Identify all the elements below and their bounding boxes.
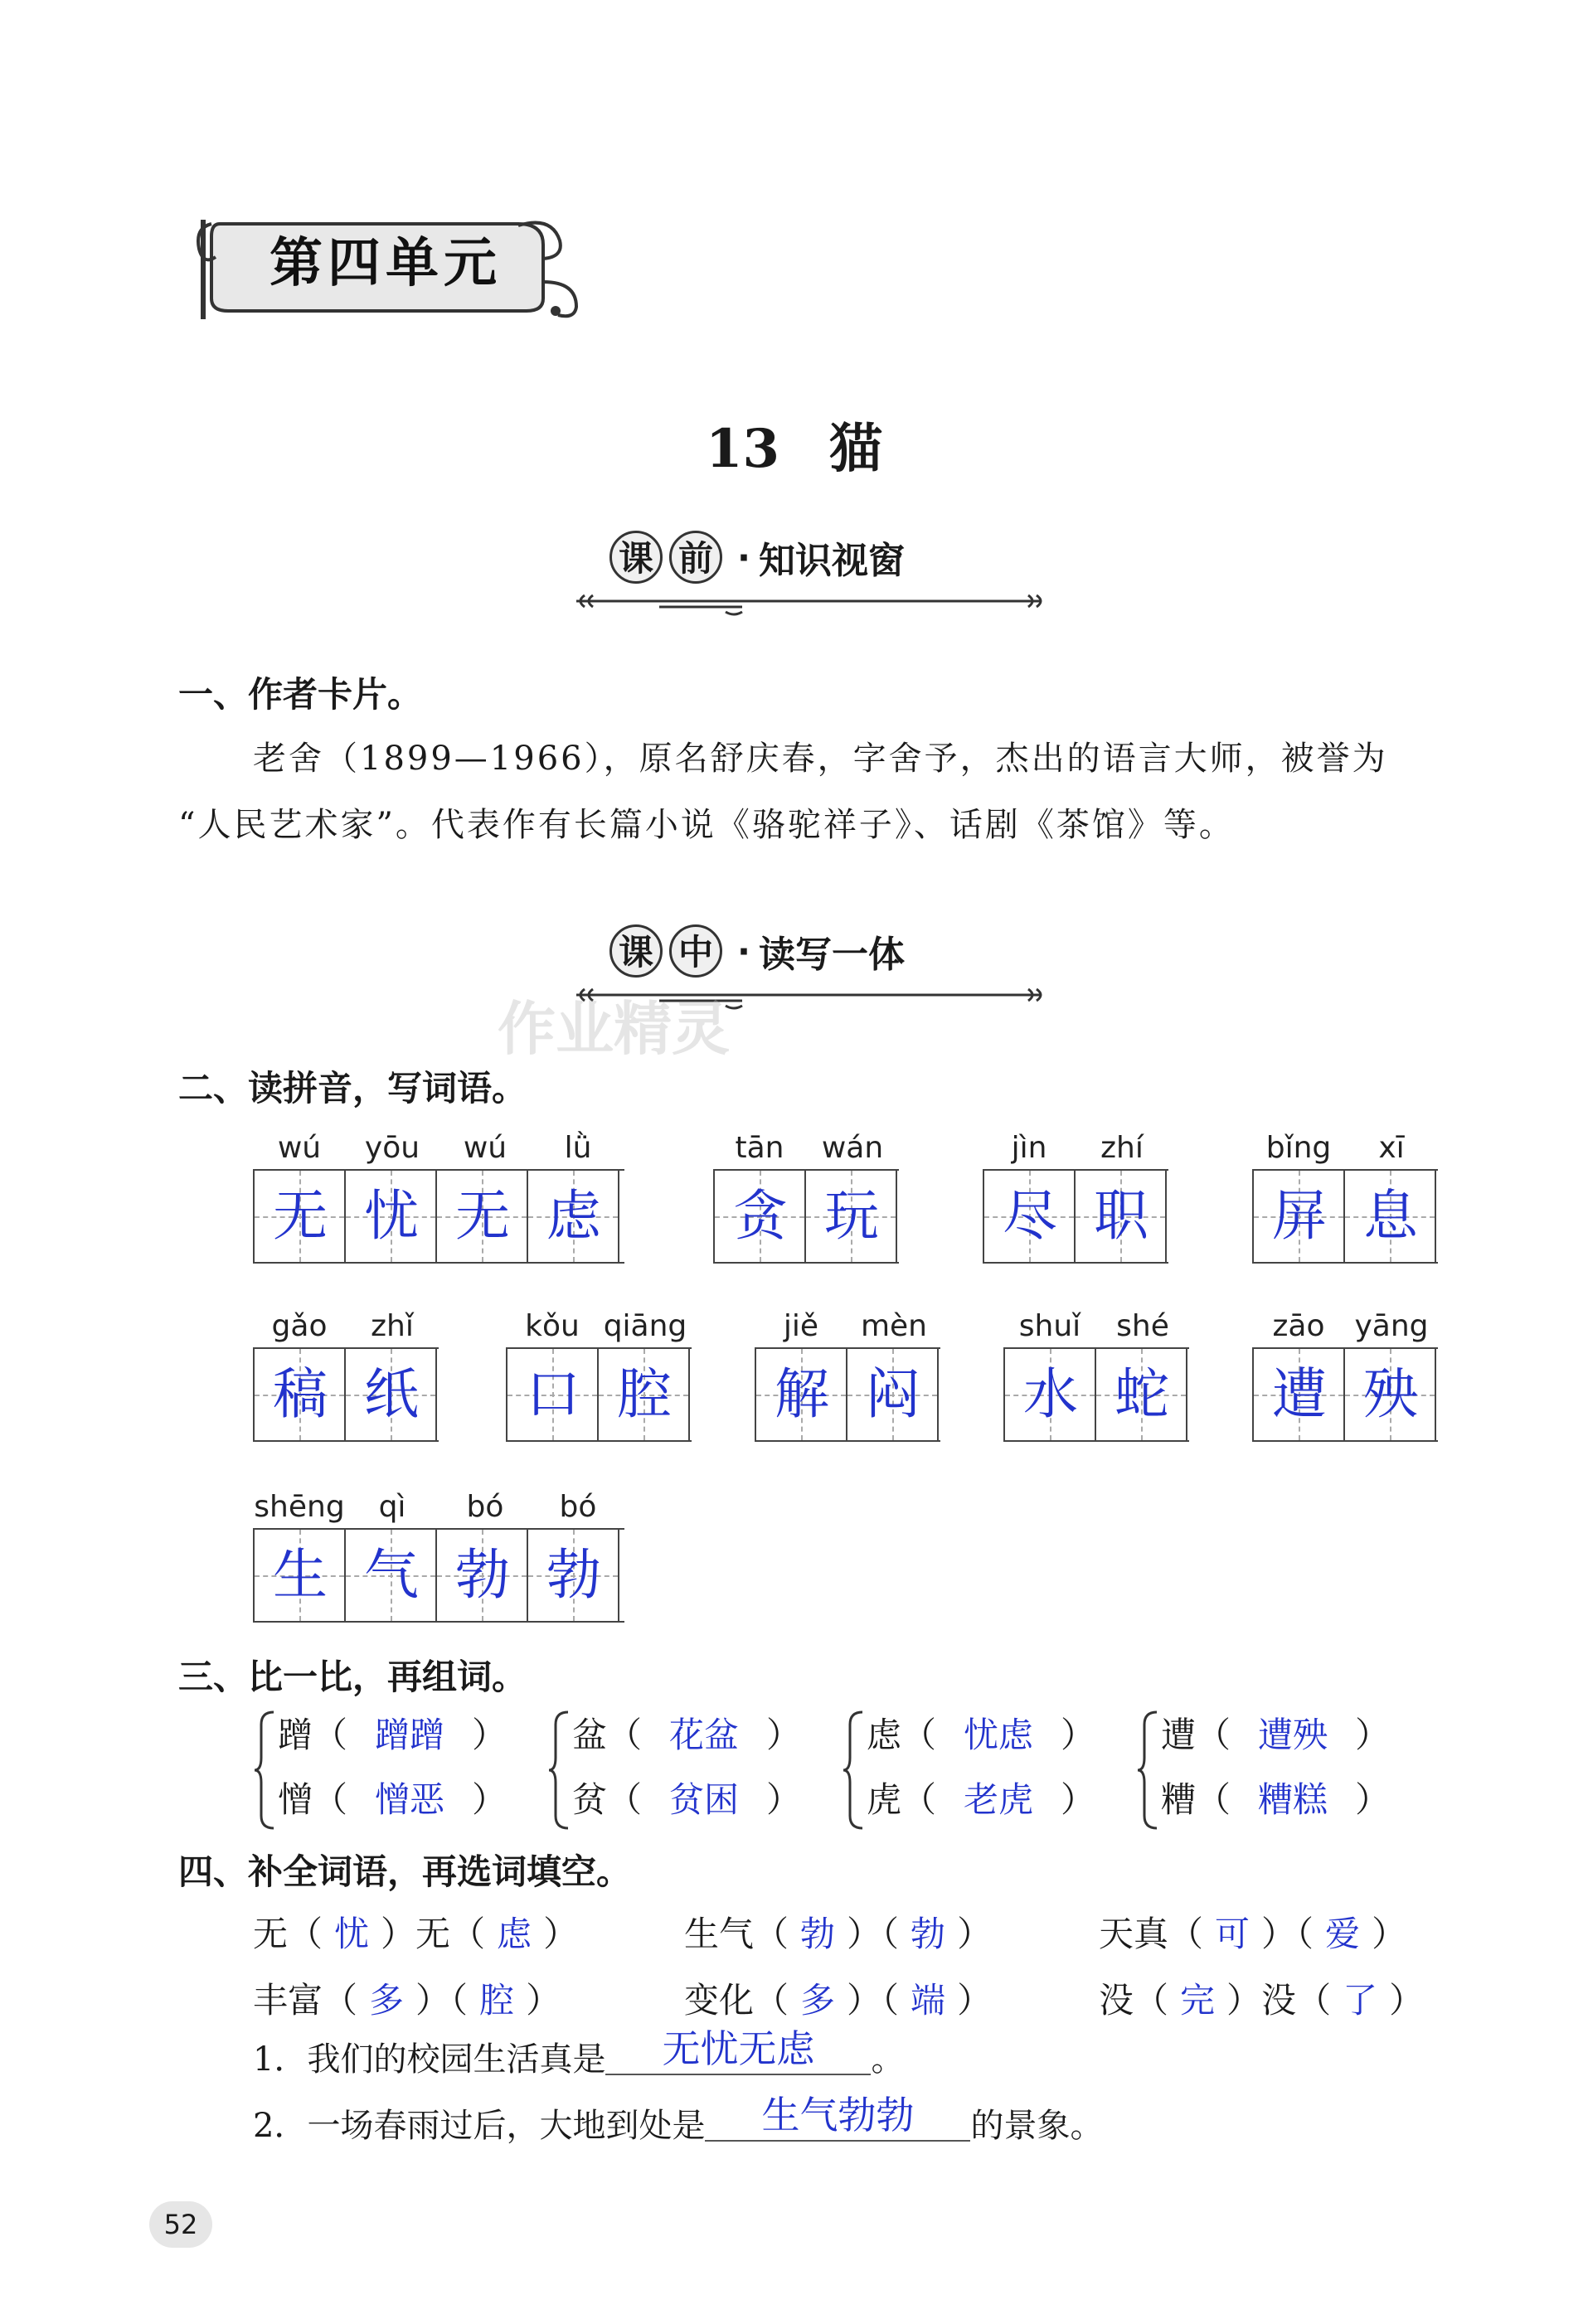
answer-character: 闷 — [866, 1362, 920, 1426]
pinyin-syllable: zhí — [1100, 1131, 1144, 1165]
brace-icon — [253, 1708, 278, 1832]
answer-character: 口 — [526, 1362, 580, 1426]
watermark: 作业精灵 — [498, 995, 730, 1063]
answer-char[interactable]: 虑 — [497, 1914, 532, 1954]
header-circle-char: 前 — [669, 531, 722, 584]
pinyin-row — [1252, 1306, 1438, 1347]
unit-banner — [187, 207, 585, 323]
compare-pair — [253, 1708, 535, 1849]
tianzige-cell[interactable] — [1076, 1171, 1167, 1262]
pinyin-syllable: gǎo — [271, 1309, 328, 1343]
tianzige-cells — [755, 1347, 940, 1442]
answer-character: 勃 — [455, 1543, 510, 1607]
base-char: 虎 — [867, 1779, 902, 1820]
pinyin-syllable: yōu — [364, 1131, 420, 1165]
tianzige-cell[interactable] — [599, 1349, 690, 1440]
pinyin-syllable: wú — [463, 1131, 507, 1165]
answer-character: 稿 — [273, 1362, 328, 1426]
tianzige-cell[interactable] — [1096, 1349, 1187, 1440]
pinyin-syllable: lǜ — [564, 1131, 592, 1165]
answer-character: 玩 — [824, 1184, 879, 1248]
answer-character: 遭 — [1272, 1362, 1327, 1426]
answer-word[interactable]: 糟糕 — [1258, 1779, 1328, 1820]
pinyin-row — [983, 1128, 1168, 1169]
answer-character: 气 — [364, 1543, 419, 1607]
tianzige-cell[interactable] — [437, 1530, 528, 1621]
pinyin-syllable: tān — [735, 1131, 784, 1165]
answer-char[interactable]: 多 — [800, 1980, 836, 2021]
brace-icon — [1136, 1708, 1161, 1832]
base-char: 糟 — [1161, 1779, 1197, 1820]
answer-character: 无 — [455, 1184, 510, 1248]
question-3-title: 三、比一比，再组词。 — [178, 1657, 527, 1697]
header-text: 知识视窗 — [758, 540, 905, 582]
word-prefix: 没 — [1099, 1980, 1134, 2021]
pinyin-syllable: qì — [378, 1490, 406, 1524]
question-2-title: 二、读拼音，写词语。 — [178, 1068, 527, 1109]
pinyin-row — [1252, 1128, 1438, 1169]
fill-group: 无（ 忧 ）无（ 虑 ） — [253, 1907, 578, 1957]
pinyin-word — [1252, 1128, 1438, 1264]
answer-character: 忧 — [364, 1184, 419, 1248]
tianzige-cell[interactable] — [847, 1349, 939, 1440]
author-card-line: 老舍（1899—1966），原名舒庆春，字舍予，杰出的语言大师，被誉为 — [253, 740, 1388, 778]
word-prefix: 变化 — [684, 1980, 755, 2021]
fill-group: 没（ 完 ）没（ 了 ） — [1099, 1973, 1424, 2023]
brace-icon — [842, 1708, 867, 1832]
pinyin-syllable: kǒu — [525, 1309, 580, 1343]
tianzige-cells — [1252, 1169, 1438, 1264]
pinyin-syllable: mèn — [860, 1309, 928, 1343]
answer-character: 息 — [1363, 1184, 1418, 1248]
compare-line: 贫（ 贫困 ） — [572, 1773, 801, 1822]
lesson-title — [0, 406, 1588, 483]
word-prefix: 丰富 — [253, 1980, 323, 2021]
answer-character: 职 — [1094, 1184, 1149, 1248]
answer-word[interactable]: 忧虑 — [964, 1715, 1034, 1755]
answer-char[interactable]: 勃 — [800, 1914, 836, 1954]
tianzige-cell[interactable] — [528, 1171, 619, 1262]
answer-character: 解 — [775, 1362, 829, 1426]
pinyin-syllable: jiě — [783, 1309, 819, 1343]
compare-pair — [547, 1708, 829, 1849]
compare-line: 蹭（ 蹭蹭 ） — [278, 1708, 507, 1758]
header-circle-char: 课 — [609, 531, 663, 584]
header-dot: · — [737, 536, 750, 578]
word-prefix: 生气 — [684, 1914, 755, 1954]
header-ornament-icon — [576, 580, 1074, 630]
unit-title: 第四单元 — [270, 233, 502, 294]
tianzige-cell[interactable] — [346, 1349, 437, 1440]
pinyin-syllable: qiāng — [603, 1309, 687, 1343]
answer-char[interactable]: 勃 — [911, 1914, 946, 1954]
answer-character: 虑 — [546, 1184, 601, 1248]
tianzige-cells — [253, 1528, 624, 1623]
pinyin-syllable: bǐng — [1265, 1131, 1332, 1165]
compare-line: 盆（ 花盆 ） — [572, 1708, 801, 1758]
lesson-name: 猫 — [829, 418, 883, 480]
answer-word[interactable]: 憎恶 — [375, 1779, 445, 1820]
base-char: 贫 — [572, 1779, 608, 1820]
tianzige-cell[interactable] — [1345, 1171, 1436, 1262]
answer-blank[interactable]: 生气勃勃 — [705, 2085, 970, 2142]
word-prefix: 天真 — [1099, 1914, 1169, 1954]
pinyin-row — [506, 1306, 692, 1347]
pinyin-syllable: bó — [559, 1490, 597, 1524]
pinyin-row — [253, 1306, 439, 1347]
tianzige-cells — [983, 1169, 1168, 1264]
pinyin-word — [1003, 1306, 1189, 1442]
base-char: 蹭 — [278, 1715, 313, 1755]
answer-character: 贪 — [733, 1184, 788, 1248]
answer-word[interactable]: 花盆 — [669, 1715, 740, 1755]
tianzige-cell[interactable] — [255, 1530, 346, 1621]
answer-char[interactable]: 多 — [369, 1980, 405, 2021]
tianzige-cells — [506, 1347, 692, 1442]
pinyin-syllable: yāng — [1354, 1309, 1429, 1343]
compare-pair — [842, 1708, 1124, 1849]
tianzige-cell[interactable] — [1345, 1349, 1436, 1440]
word-prefix: 无 — [415, 1914, 451, 1954]
answer-character: 生 — [273, 1543, 328, 1607]
compare-line: 虎（ 老虎 ） — [867, 1773, 1095, 1822]
answer-char[interactable]: 端 — [911, 1980, 946, 2021]
pinyin-word — [253, 1128, 624, 1264]
fill-group: 变化（ 多 ）（ 端 ） — [684, 1973, 992, 2023]
pinyin-syllable: wú — [277, 1131, 322, 1165]
base-char: 盆 — [572, 1715, 608, 1755]
compare-line: 糟（ 糟糕 ） — [1161, 1773, 1390, 1822]
tianzige-cell[interactable] — [507, 1349, 599, 1440]
pinyin-syllable: wán — [821, 1131, 884, 1165]
sentence-text: 。 — [871, 2040, 905, 2079]
answer-character: 屏 — [1272, 1184, 1327, 1248]
answer-word[interactable]: 蹭蹭 — [375, 1715, 445, 1755]
tianzige-cells — [253, 1347, 439, 1442]
tianzige-cells — [713, 1169, 899, 1264]
compare-pair — [1136, 1708, 1418, 1849]
compare-line: 遭（ 遭殃 ） — [1161, 1708, 1390, 1758]
tianzige-cell[interactable] — [756, 1349, 847, 1440]
fill-group: 丰富（ 多 ）（ 腔 ） — [253, 1973, 561, 2023]
answer-character: 蛇 — [1115, 1362, 1169, 1426]
answer-blank[interactable]: 无忧无虑 — [605, 2019, 871, 2075]
section-header-pre-class — [609, 531, 905, 622]
sentence-1 — [253, 2027, 904, 2084]
pinyin-word — [253, 1306, 439, 1442]
answer-character: 勃 — [546, 1543, 601, 1607]
question-4-title: 四、补全词语，再选词填空。 — [178, 1851, 632, 1892]
tianzige-cells — [253, 1169, 624, 1264]
pinyin-syllable: shēng — [254, 1490, 345, 1524]
tianzige-cell[interactable] — [346, 1530, 437, 1621]
pinyin-word — [253, 1487, 624, 1623]
compare-line: 虑（ 忧虑 ） — [867, 1708, 1095, 1758]
answer-character: 尽 — [1003, 1184, 1057, 1248]
pinyin-syllable: bó — [466, 1490, 504, 1524]
author-card-text — [178, 792, 1439, 858]
tianzige-cell[interactable] — [255, 1349, 346, 1440]
answer-char[interactable]: 忧 — [334, 1914, 370, 1954]
pinyin-word — [983, 1128, 1168, 1264]
tianzige-cell[interactable] — [255, 1171, 346, 1262]
tianzige-cell[interactable] — [528, 1530, 619, 1621]
answer-word[interactable]: 遭殃 — [1258, 1715, 1328, 1755]
answer-char[interactable]: 爱 — [1325, 1914, 1361, 1954]
sentence-text: 的景象。 — [970, 2107, 1104, 2145]
tianzige-cell[interactable] — [806, 1171, 897, 1262]
header-circle-char: 中 — [669, 924, 722, 978]
page-number: 52 — [149, 2201, 212, 2248]
author-card-text — [253, 725, 1447, 792]
answer-character: 水 — [1023, 1362, 1078, 1426]
word-prefix: 没 — [1261, 1980, 1297, 2021]
word-prefix: 无 — [253, 1914, 289, 1954]
pinyin-word — [755, 1306, 940, 1442]
answer-char[interactable]: 完 — [1180, 1980, 1216, 2021]
pinyin-row — [253, 1128, 624, 1169]
sentence-text: 2．一场春雨过后，大地到处是 — [253, 2107, 706, 2145]
pinyin-syllable: jìn — [1011, 1131, 1047, 1165]
header-circle-char: 课 — [609, 924, 663, 978]
pinyin-row — [253, 1487, 624, 1528]
header-dot: · — [737, 930, 750, 972]
pinyin-row — [755, 1306, 940, 1347]
sentence-2 — [253, 2094, 1103, 2150]
answer-word[interactable]: 老虎 — [964, 1779, 1034, 1820]
answer-character: 殃 — [1363, 1362, 1418, 1426]
base-char: 虑 — [867, 1715, 902, 1755]
tianzige-cell[interactable] — [1005, 1349, 1096, 1440]
pinyin-syllable: shuǐ — [1018, 1309, 1081, 1343]
fill-group: 天真（ 可 ）（ 爱 ） — [1099, 1907, 1406, 1957]
pinyin-syllable: xī — [1378, 1131, 1405, 1165]
tianzige-cell[interactable] — [715, 1171, 806, 1262]
sentence-text: 1．我们的校园生活真是 — [253, 2040, 606, 2079]
answer-char[interactable]: 可 — [1215, 1914, 1250, 1954]
pinyin-word — [1252, 1306, 1438, 1442]
pinyin-word — [506, 1306, 692, 1442]
answer-character: 腔 — [617, 1362, 672, 1426]
tianzige-cells — [1003, 1347, 1189, 1442]
tianzige-cell[interactable] — [1254, 1171, 1345, 1262]
pinyin-syllable: shé — [1116, 1309, 1169, 1343]
author-card-line: “人民艺术家”。代表作有长篇小说《骆驼祥子》、话剧《茶馆》等。 — [178, 806, 1235, 844]
pinyin-word — [713, 1128, 899, 1264]
brace-icon — [547, 1708, 572, 1832]
tianzige-cells — [1252, 1347, 1438, 1442]
pinyin-syllable: zāo — [1272, 1309, 1325, 1343]
lesson-number: 13 — [705, 418, 780, 480]
base-char: 遭 — [1161, 1715, 1197, 1755]
tianzige-cell[interactable] — [437, 1171, 528, 1262]
answer-word[interactable]: 贫困 — [669, 1779, 740, 1820]
tianzige-cell[interactable] — [346, 1171, 437, 1262]
pinyin-row — [713, 1128, 899, 1169]
header-text: 读写一体 — [758, 934, 905, 976]
tianzige-cell[interactable] — [984, 1171, 1076, 1262]
compare-line: 憎（ 憎恶 ） — [278, 1773, 507, 1822]
answer-character: 纸 — [364, 1362, 419, 1426]
tianzige-cell[interactable] — [1254, 1349, 1345, 1440]
answer-character: 无 — [273, 1184, 328, 1248]
fill-group: 生气（ 勃 ）（ 勃 ） — [684, 1907, 992, 1957]
base-char: 憎 — [278, 1779, 313, 1820]
question-1-title: 一、作者卡片。 — [178, 674, 423, 715]
answer-char[interactable]: 了 — [1343, 1980, 1378, 2021]
answer-char[interactable]: 腔 — [479, 1980, 515, 2021]
pinyin-syllable: zhǐ — [371, 1309, 414, 1343]
pinyin-row — [1003, 1306, 1189, 1347]
